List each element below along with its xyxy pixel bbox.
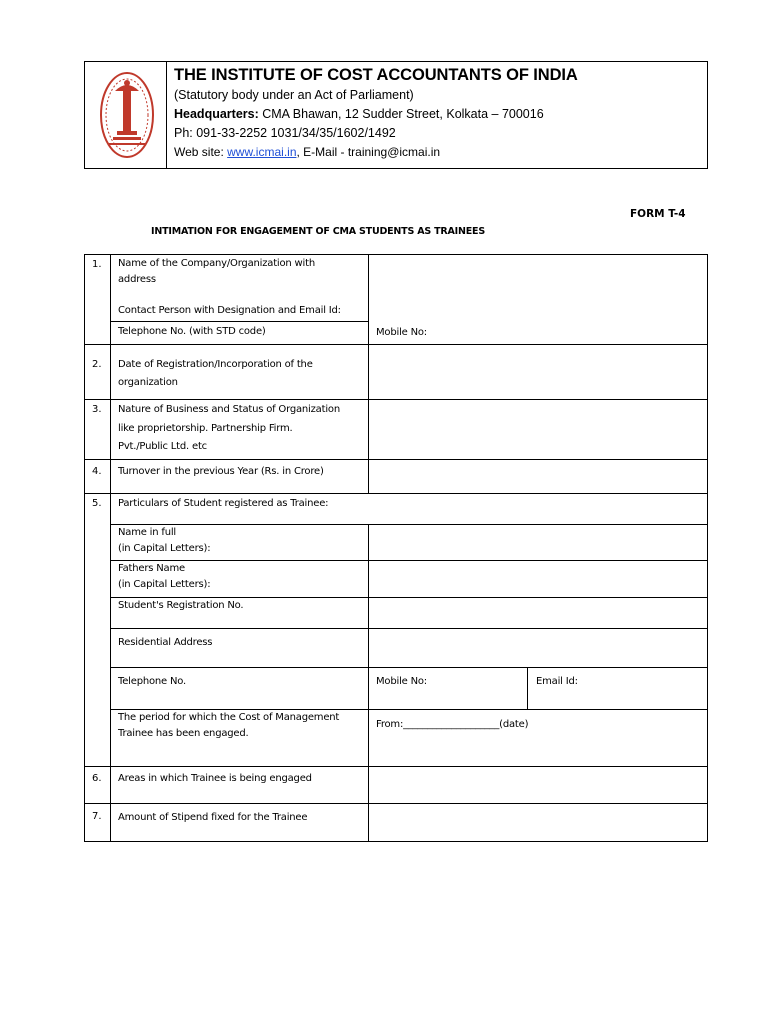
row-number-7: 7.	[92, 811, 102, 822]
student-telephone-label: Telephone No.	[118, 676, 186, 687]
training-from-date-field[interactable]: From:____________________(date)	[376, 719, 529, 730]
logo-cell	[85, 62, 167, 168]
col-divider-email	[527, 668, 528, 710]
engagement-areas-label: Areas in which Trainee is being engaged	[118, 773, 312, 784]
label-line: address	[118, 274, 156, 285]
label-line: Trainee has been engaged.	[118, 728, 249, 739]
label-line: Name of the Company/Organization with	[118, 258, 315, 269]
intimation-form-table	[84, 254, 708, 842]
nature-of-business-label	[118, 401, 340, 457]
email-text: , E-Mail - training@icmai.in	[296, 145, 441, 159]
row-number-3: 3.	[92, 404, 102, 415]
row-divider	[85, 459, 707, 460]
row-divider	[85, 803, 707, 804]
institute-name: THE INSTITUTE OF COST ACCOUNTANTS OF INDIA	[174, 66, 578, 84]
label-line: like proprietorship. Partnership Firm.	[118, 422, 293, 434]
institute-web-email	[174, 143, 704, 162]
label-line: The period for which the Cost of Management	[118, 712, 340, 723]
website-link[interactable]: www.icmai.in	[227, 145, 297, 159]
institute-headquarters	[174, 105, 704, 124]
training-period-label	[118, 710, 339, 742]
turnover-label: Turnover in the previous Year (Rs. in Crore)	[118, 466, 324, 477]
institute-phone: Ph: 091-33-2252 1031/34/35/1602/1492	[174, 126, 396, 140]
letterhead	[84, 61, 708, 169]
label-line: Date of Registration/Incorporation of the	[118, 359, 313, 370]
label-line: Fathers Name	[118, 563, 185, 574]
contact-person-label: Contact Person with Designation and Email Id:	[118, 305, 341, 316]
website-label: Web site:	[174, 145, 228, 159]
registration-date-label	[118, 356, 313, 392]
father-name-label	[118, 561, 210, 593]
student-mobile-label: Mobile No:	[376, 676, 427, 687]
row-number-6: 6.	[92, 773, 102, 784]
stipend-amount-label: Amount of Stipend fixed for the Trainee	[118, 812, 308, 823]
row-divider	[110, 628, 707, 629]
institute-seal-icon	[97, 67, 157, 163]
label-line: organization	[118, 377, 178, 388]
row-number-1: 1.	[92, 259, 102, 270]
hq-address: CMA Bhawan, 12 Sudder Street, Kolkata – 700016	[258, 107, 544, 121]
company-mobile-label: Mobile No:	[376, 327, 427, 338]
label-line: Name in full	[118, 527, 176, 538]
row-divider	[85, 399, 707, 400]
row-divider	[85, 344, 707, 345]
row-divider	[110, 321, 368, 322]
company-telephone-label: Telephone No. (with STD code)	[118, 326, 266, 337]
student-particulars-label: Particulars of Student registered as Trainee:	[118, 498, 329, 509]
row-number-2: 2.	[92, 359, 102, 370]
col-divider-num	[110, 255, 111, 841]
row-divider	[85, 493, 707, 494]
form-title: INTIMATION FOR ENGAGEMENT OF CMA STUDENTS AS TRAINEES	[151, 226, 485, 237]
col-divider-value	[368, 525, 369, 841]
row-divider	[85, 766, 707, 767]
registration-number-label: Student's Registration No.	[118, 600, 244, 611]
student-name-label	[118, 525, 210, 557]
label-line: Pvt./Public Ltd. etc	[118, 441, 207, 452]
label-line: (in Capital Letters):	[118, 579, 211, 590]
row-number-4: 4.	[92, 466, 102, 477]
label-line: (in Capital Letters):	[118, 543, 211, 554]
letterhead-text	[174, 64, 704, 162]
company-name-label	[118, 256, 315, 288]
row-divider	[110, 667, 707, 668]
residential-address-label: Residential Address	[118, 637, 213, 648]
row-number-5: 5.	[92, 498, 102, 509]
label-line: Nature of Business and Status of Organization	[118, 404, 340, 415]
form-code: FORM T-4	[630, 208, 686, 220]
hq-label: Headquarters:	[174, 107, 259, 121]
student-email-label: Email Id:	[536, 676, 578, 687]
institute-subtitle: (Statutory body under an Act of Parliament)	[174, 88, 414, 102]
